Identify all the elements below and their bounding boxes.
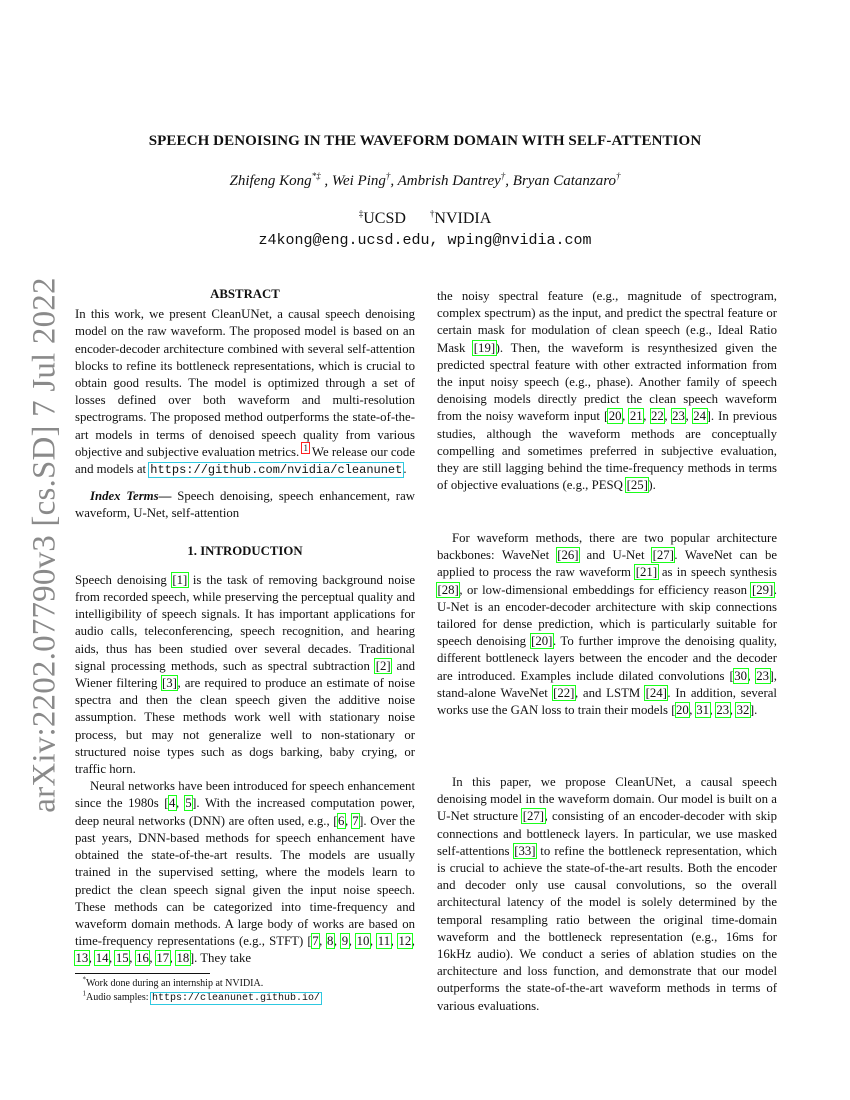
author-name: Zhifeng Kong bbox=[229, 173, 312, 189]
citation-group: 20, 31, 23, 32 bbox=[676, 703, 750, 718]
abstract-text: In this work, we present CleanUNet, a causal speech denoising model on the raw waveform. The proposed model is based on an encoder-decoder architecture combined with several self-attention blocks to refine its bottleneck representations, which is crucial to obtain good results. The model is optimized through a set of losses defined over both waveform and multi-resolution spectrograms. The proposed method outperforms the state-of-the-art models in terms of denoised speech quality from various objective and subjective evaluation metrics. $^1$ We release our code and models at https://github.com/nvidia/cleanunet. bbox=[75, 307, 415, 478]
affiliations: ‡UCSD †NVIDIA bbox=[358, 208, 492, 227]
citation-link[interactable]: 20 bbox=[676, 703, 689, 718]
footnote-2: $^1$Audio samples: https://cleanunet.github.io/ bbox=[82, 989, 321, 1004]
author-name: Ambrish Dantrey bbox=[397, 173, 501, 189]
paper-title: SPEECH DENOISING IN THE WAVEFORM DOMAIN WITH SELF-ATTENTION bbox=[148, 133, 702, 149]
footnote-1: *Work done during an internship at NVIDIA. bbox=[82, 975, 264, 989]
citation-link[interactable]: [20] bbox=[531, 634, 553, 649]
intro-paragraph-1: Speech denoising [1] is the task of removing background noise from recorded speech, while preserving the perceptual quality and intelligibility of speech signals. It has important applications for audio calls, teleconferencing, speech recognition, and hearing aids, thus has been studied over several decades. Traditional signal processing methods, such as spectral subtraction [2] and Wiener filtering [3], are required to produce an estimate of noise spectra and then the clean speech given the additive noise assumption. These methods work well with stationary noise process, but may not generalize well to non-stationary or structured noise types such as dogs barking, baby crying, or traffic horn. bbox=[75, 572, 416, 777]
citation-link[interactable]: 30 bbox=[734, 668, 748, 683]
citation-link[interactable]: [19] bbox=[473, 340, 496, 355]
audio-samples-link[interactable]: https://cleanunet.github.io/ bbox=[152, 993, 321, 1004]
code-url-link[interactable]: https://github.com/nvidia/cleanunet bbox=[150, 463, 403, 478]
intro-paragraph-3: the noisy spectral feature (e.g., magnitude of spectrogram, complex spectrum) as the input, and predict the spectral feature or certain mask for modulation of clean speech (e.g., Ideal Ratio Mask [19]). Then, the waveform is resynthesized given the predicted spectral feature with other extracted information from the input noisy speech (e.g., phase). Another family of speech denoising models directly predict the clean speech waveform from the noisy waveform input [20, 21, 22, 23, 24]. In previous studies, although the waveform methods are conceptually compelling and sometimes preferred in subjective evaluation, they are still lagging behind the time-frequency methods in terms of objective evaluations (e.g., PESQ [25]). bbox=[437, 289, 778, 493]
citation-link[interactable]: [27] bbox=[652, 548, 674, 563]
citation-link[interactable]: 20 bbox=[608, 409, 622, 424]
arxiv-id: arXiv:2202.07790v3 [cs.SD] 7 Jul 2022 bbox=[26, 277, 63, 813]
right-column-block-3 bbox=[437, 774, 777, 1015]
citation-link[interactable]: 5 bbox=[185, 796, 192, 811]
citation-link[interactable]: 7 bbox=[352, 813, 359, 828]
author-list: Zhifeng Kong*‡ , Wei Ping†, Ambrish Dantrey†, Bryan Catanzaro† bbox=[229, 171, 621, 189]
citation-link[interactable]: 6 bbox=[338, 813, 345, 828]
author-emails: z4kong@eng.ucsd.edu, wping@nvidia.com bbox=[258, 232, 592, 249]
citation-link[interactable]: 23 bbox=[672, 409, 685, 424]
footnote-link[interactable]: 1 bbox=[303, 442, 308, 453]
right-column-block-2 bbox=[437, 530, 777, 719]
author-name: Wei Ping bbox=[331, 173, 386, 189]
citation-link[interactable]: 16 bbox=[136, 951, 149, 966]
affiliation-ucsd: UCSD bbox=[363, 210, 406, 227]
author-name: Bryan Catanzaro bbox=[512, 173, 616, 189]
citation-link[interactable]: 9 bbox=[341, 934, 349, 949]
citation-link[interactable]: 31 bbox=[696, 703, 709, 718]
citation-link[interactable]: [21] bbox=[635, 565, 658, 580]
affiliation-nvidia: NVIDIA bbox=[434, 210, 492, 227]
footnote-rule bbox=[75, 973, 210, 974]
citation-link[interactable]: 14 bbox=[95, 951, 109, 966]
citation-link[interactable]: 22 bbox=[651, 409, 664, 424]
citation-link[interactable]: [3] bbox=[162, 676, 177, 691]
citation-link[interactable]: 23 bbox=[756, 668, 770, 683]
citation-link[interactable]: 17 bbox=[156, 951, 170, 966]
citation-link[interactable]: [25] bbox=[626, 478, 648, 493]
citation-group: 20, 21, 22, 23, 24 bbox=[608, 409, 707, 424]
citation-link[interactable]: 4 bbox=[169, 796, 176, 811]
citation-link[interactable]: [24] bbox=[645, 685, 667, 700]
citation-link[interactable]: 24 bbox=[693, 409, 707, 424]
index-terms: Index Terms— Speech denoising, speech enhancement, raw waveform, U-Net, self-attention bbox=[75, 489, 415, 521]
citation-link[interactable]: [1] bbox=[172, 572, 188, 587]
intro-paragraph-4: For waveform methods, there are two popular architecture backbones: WaveNet [26] and U-Net [27]. WaveNet can be applied to process the raw waveform [21] as in speech synthesis [28], or low-dimensional embeddings for efficiency reason [29]. U-Net is an encoder-decoder architecture with skip connections tailored for dense prediction, which is particularly suitable for speech denoising [20]. To further improve the denoising quality, different bottleneck layers between the encoder and the decoder are introduced. Examples include dilated convolutions [30, 23], stand-alone WaveNet [22], and LSTM [24]. In addition, several works use the GAN loss to train their models [20, 31, 23, 32]. bbox=[437, 531, 778, 718]
right-column-block-1 bbox=[437, 288, 777, 494]
citation-link[interactable]: 10 bbox=[356, 934, 370, 949]
citation-link[interactable]: 18 bbox=[176, 951, 190, 966]
citation-link[interactable]: [33] bbox=[514, 843, 536, 858]
arxiv-watermark bbox=[20, 277, 70, 813]
citation-link[interactable]: 32 bbox=[736, 703, 750, 718]
citation-link[interactable]: 21 bbox=[629, 409, 643, 424]
citation-link[interactable]: [22] bbox=[553, 685, 575, 700]
citation-link[interactable]: 7 bbox=[312, 934, 319, 949]
citation-link[interactable]: [28] bbox=[437, 582, 459, 597]
citation-group: 7, 8, 9, 10, 11, 12, 13, 14, 15, 16, 17, 18 bbox=[75, 934, 415, 966]
introduction-heading: 1. INTRODUCTION bbox=[187, 543, 303, 558]
intro-paragraph-2: Neural networks have been introduced for speech enhancement since the 1980s [4, 5]. With the increased computation power, deep neural networks (DNN) are often used, e.g., [6, 7]. Over the past years, DNN-based methods for speech enhancement have obtained the state-of-the-art results. The models are usually trained in the supervised setting, where the models learn to predict the clean speech signal given the input noise speech. These methods can be categorized into time-frequency and waveform domain methods. A large body of works are based on time-frequency representations (e.g., STFT) [7, 8, 9, 10, 11, 12, 13, 14, 15, 16, 17, 18]. They take bbox=[75, 779, 415, 966]
intro-paragraph-5: In this paper, we propose CleanUNet, a causal speech denoising model in the waveform domain. Our model is built on a U-Net structure [27], consisting of an encoder-decoder with skip connections and bottleneck layers. In particular, we use masked self-attentions [33] to refine the bottleneck representation, which is crucial to achieve the state-of-the-art results. Both the encoder and decoder only use causal convolutions, so the overall architectural latency of the model is solely determined by the temporal resampling ratio between the original time-domain waveform and the bottleneck representation (e.g., 16ms for 16kHz audio). We conduct a series of ablation studies on the architecture and loss function, and demonstrate that our model outperforms the state-of-the-art waveform methods in terms of various evaluations. bbox=[437, 775, 777, 1013]
left-column bbox=[75, 286, 415, 968]
citation-link[interactable]: [2] bbox=[375, 658, 391, 673]
abstract-heading: ABSTRACT bbox=[210, 287, 280, 301]
citation-link[interactable]: [29] bbox=[751, 582, 774, 597]
citation-link[interactable]: 13 bbox=[75, 951, 89, 966]
citation-link[interactable]: [26] bbox=[557, 548, 579, 563]
citation-link[interactable]: 15 bbox=[115, 951, 129, 966]
citation-link[interactable]: 8 bbox=[327, 934, 334, 949]
citation-link[interactable]: 11 bbox=[377, 934, 391, 949]
citation-link[interactable]: 12 bbox=[398, 934, 412, 949]
citation-link[interactable]: [27] bbox=[522, 809, 545, 824]
citation-link[interactable]: 23 bbox=[716, 703, 730, 718]
